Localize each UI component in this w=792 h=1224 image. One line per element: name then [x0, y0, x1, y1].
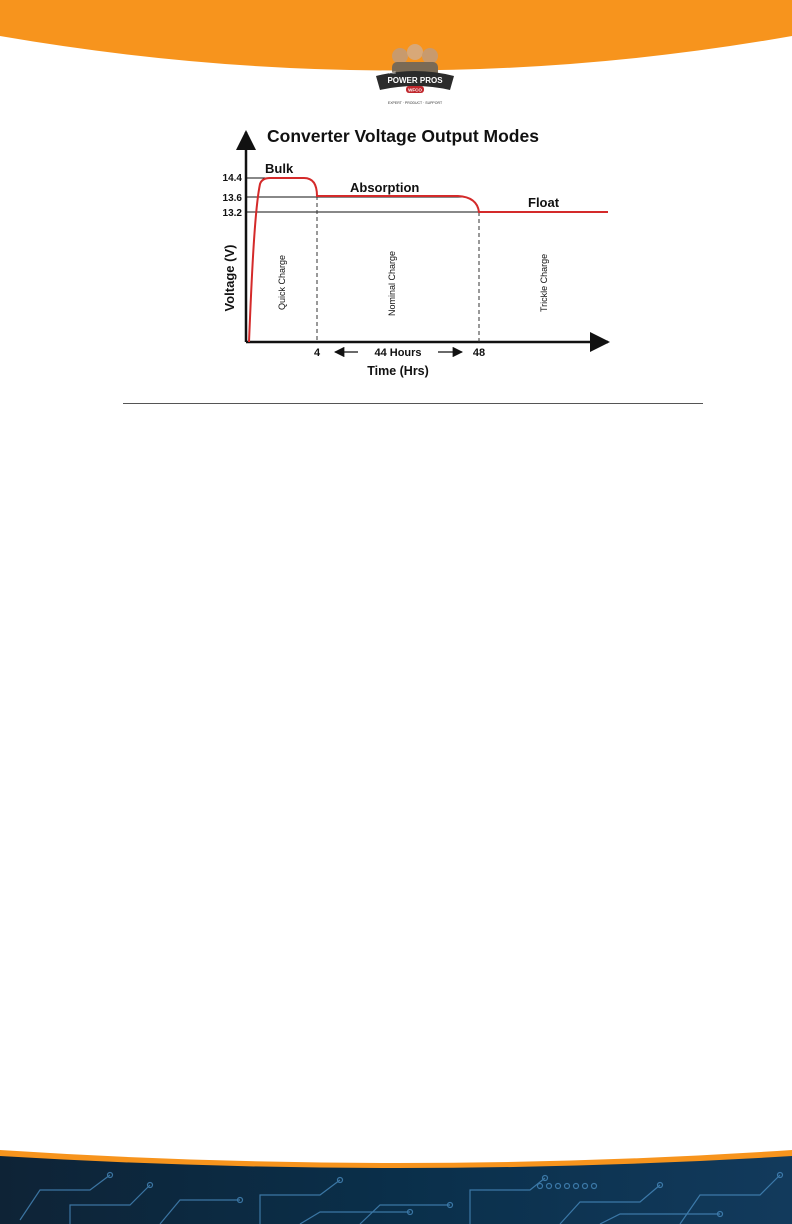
mode-quick-charge-label: Quick Charge — [277, 254, 287, 310]
x-tick-label: 48 — [472, 347, 486, 359]
voltage-chart — [200, 118, 620, 388]
span-label: 44 Hours — [374, 347, 422, 359]
logo-name: POWER PROS — [387, 76, 443, 85]
logo-company: WFCO — [408, 87, 422, 93]
y-tick-label: 14.4 — [222, 173, 242, 184]
y-axis-title: Voltage (V) — [222, 244, 237, 312]
figure-right-icon — [422, 48, 438, 64]
power-pros-logo — [370, 40, 460, 108]
logo-tagline: EXPERT · PRODUCT · SUPPORT — [387, 101, 443, 105]
logo-prefix: THE — [388, 70, 396, 75]
section-divider — [123, 403, 703, 404]
mode-trickle-charge-label: Trickle Charge — [539, 253, 549, 312]
stage-float-label: Float — [528, 195, 560, 210]
stage-absorption-label: Absorption — [350, 180, 420, 195]
figure-middle-icon — [407, 44, 423, 60]
x-tick-label: 4 — [313, 347, 321, 359]
stage-bulk-label: Bulk — [265, 161, 294, 176]
chart-title: Converter Voltage Output Modes — [267, 126, 539, 146]
x-axis-title: Time (Hrs) — [367, 364, 429, 378]
circuit-footer-band — [0, 1150, 792, 1224]
y-tick-label: 13.2 — [222, 208, 242, 219]
figure-left-icon — [392, 48, 408, 64]
mode-nominal-charge-label: Nominal Charge — [387, 250, 397, 316]
y-tick-label: 13.6 — [222, 193, 242, 204]
